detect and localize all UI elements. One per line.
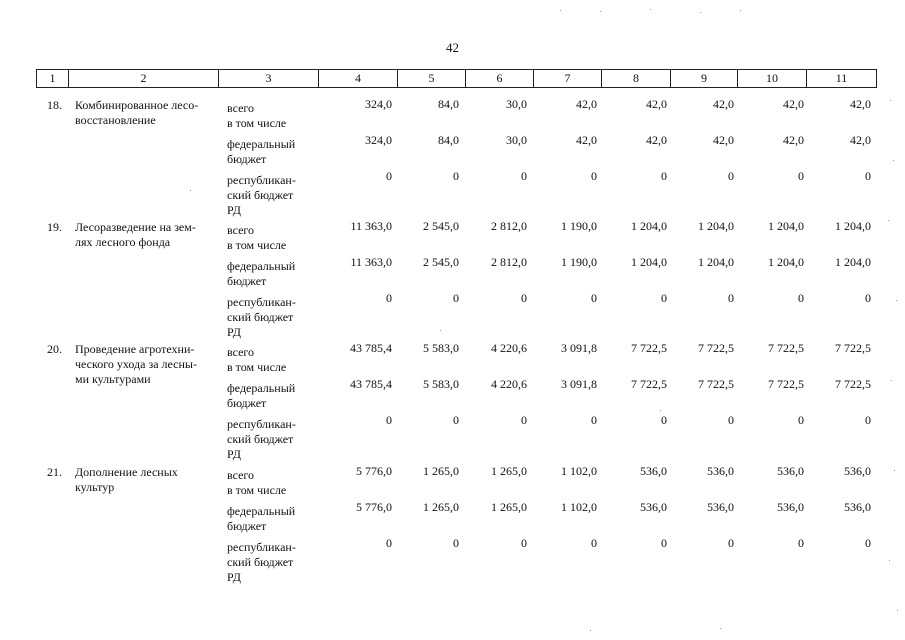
value-cell: 2 812,0 <box>491 219 527 233</box>
funding-source-label: в том числе <box>227 483 287 497</box>
value-cell: 0 <box>453 291 459 305</box>
funding-source-label: бюджет <box>227 152 267 166</box>
funding-source-label: республикан- <box>227 417 296 431</box>
row-name-line: восстановление <box>75 113 156 127</box>
value-cell: 0 <box>661 169 667 183</box>
value-cell: 0 <box>453 413 459 427</box>
value-cell: 0 <box>521 413 527 427</box>
value-cell: 0 <box>591 536 597 550</box>
header-cell: 11 <box>807 70 877 87</box>
scan-speck <box>890 100 891 101</box>
value-cell: 7 722,5 <box>631 341 667 355</box>
funding-source-label: республикан- <box>227 540 296 554</box>
value-cell: 0 <box>591 413 597 427</box>
value-cell: 42,0 <box>576 133 597 147</box>
value-cell: 2 812,0 <box>491 255 527 269</box>
value-cell: 0 <box>865 536 871 550</box>
value-cell: 5 583,0 <box>423 377 459 391</box>
value-cell: 0 <box>591 291 597 305</box>
value-cell: 7 722,5 <box>768 377 804 391</box>
header-cell: 2 <box>69 70 219 87</box>
value-cell: 0 <box>521 536 527 550</box>
value-cell: 7 722,5 <box>698 341 734 355</box>
value-cell: 42,0 <box>850 133 871 147</box>
header-cell: 6 <box>466 70 534 87</box>
value-cell: 1 204,0 <box>631 255 667 269</box>
funding-source-label: ский бюджет <box>227 310 294 324</box>
value-cell: 30,0 <box>506 133 527 147</box>
value-cell: 5 776,0 <box>356 464 392 478</box>
table-header <box>36 69 877 88</box>
header-cell: 9 <box>671 70 738 87</box>
funding-source-label: республикан- <box>227 295 296 309</box>
scan-speck <box>590 630 591 631</box>
value-cell: 5 583,0 <box>423 341 459 355</box>
value-cell: 4 220,6 <box>491 341 527 355</box>
value-cell: 536,0 <box>640 500 667 514</box>
funding-source-label: РД <box>227 203 241 217</box>
row-name-line: Лесоразведение на зем- <box>75 220 196 234</box>
value-cell: 42,0 <box>646 97 667 111</box>
value-cell: 7 722,5 <box>631 377 667 391</box>
value-cell: 0 <box>661 536 667 550</box>
value-cell: 0 <box>798 291 804 305</box>
row-number: 20. <box>47 342 62 356</box>
value-cell: 1 190,0 <box>561 255 597 269</box>
value-cell: 7 722,5 <box>835 341 871 355</box>
funding-source-label: РД <box>227 570 241 584</box>
value-cell: 1 204,0 <box>631 219 667 233</box>
value-cell: 42,0 <box>646 133 667 147</box>
header-cell: 5 <box>398 70 466 87</box>
value-cell: 536,0 <box>844 500 871 514</box>
value-cell: 0 <box>661 291 667 305</box>
value-cell: 1 204,0 <box>698 255 734 269</box>
value-cell: 42,0 <box>576 97 597 111</box>
scan-speck <box>896 300 897 301</box>
value-cell: 0 <box>798 536 804 550</box>
value-cell: 84,0 <box>438 133 459 147</box>
page-number: 42 <box>446 40 459 55</box>
value-cell: 324,0 <box>365 97 392 111</box>
row-name-line: Дополнение лесных <box>75 465 178 479</box>
value-cell: 536,0 <box>844 464 871 478</box>
value-cell: 0 <box>728 169 734 183</box>
funding-source-label: РД <box>227 325 241 339</box>
row-number: 21. <box>47 465 62 479</box>
value-cell: 42,0 <box>783 97 804 111</box>
funding-source-label: всего <box>227 468 255 482</box>
value-cell: 42,0 <box>713 97 734 111</box>
funding-source-label: всего <box>227 345 255 359</box>
value-cell: 42,0 <box>850 97 871 111</box>
value-cell: 0 <box>453 536 459 550</box>
value-cell: 536,0 <box>640 464 667 478</box>
value-cell: 1 265,0 <box>491 464 527 478</box>
value-cell: 324,0 <box>365 133 392 147</box>
value-cell: 1 204,0 <box>768 219 804 233</box>
header-cell: 3 <box>219 70 319 87</box>
value-cell: 42,0 <box>783 133 804 147</box>
scan-speck <box>740 10 741 11</box>
funding-source-label: в том числе <box>227 238 287 252</box>
value-cell: 1 204,0 <box>835 255 871 269</box>
value-cell: 1 102,0 <box>561 464 597 478</box>
value-cell: 3 091,8 <box>561 377 597 391</box>
funding-source-label: бюджет <box>227 274 267 288</box>
value-cell: 0 <box>728 291 734 305</box>
header-cell: 1 <box>37 70 69 87</box>
funding-source-label: федеральный <box>227 504 296 518</box>
value-cell: 1 265,0 <box>491 500 527 514</box>
value-cell: 7 722,5 <box>835 377 871 391</box>
funding-source-label: всего <box>227 101 255 115</box>
value-cell: 3 091,8 <box>561 341 597 355</box>
value-cell: 11 363,0 <box>350 219 392 233</box>
value-cell: 0 <box>386 169 392 183</box>
scan-speck <box>889 560 890 561</box>
value-cell: 0 <box>386 413 392 427</box>
value-cell: 0 <box>386 536 392 550</box>
value-cell: 1 190,0 <box>561 219 597 233</box>
funding-source-label: ский бюджет <box>227 188 294 202</box>
value-cell: 0 <box>865 291 871 305</box>
scan-speck <box>700 12 701 13</box>
scan-speck <box>660 410 661 411</box>
value-cell: 5 776,0 <box>356 500 392 514</box>
row-name-line: Комбинированное лесо- <box>75 98 199 112</box>
value-cell: 0 <box>798 413 804 427</box>
row-name-line: лях лесного фонда <box>75 235 171 249</box>
value-cell: 0 <box>865 169 871 183</box>
value-cell: 0 <box>521 291 527 305</box>
header-cell: 8 <box>602 70 671 87</box>
value-cell: 42,0 <box>713 133 734 147</box>
header-cell: 4 <box>319 70 398 87</box>
scan-speck <box>650 9 651 10</box>
value-cell: 4 220,6 <box>491 377 527 391</box>
funding-source-label: федеральный <box>227 381 296 395</box>
scan-speck <box>560 10 561 11</box>
scan-speck <box>897 610 898 611</box>
value-cell: 536,0 <box>777 464 804 478</box>
value-cell: 84,0 <box>438 97 459 111</box>
header-cell: 10 <box>738 70 807 87</box>
scan-speck <box>720 628 721 629</box>
row-name-line: Проведение агротехни- <box>75 342 195 356</box>
scan-speck <box>893 160 894 161</box>
scan-speck <box>440 330 441 331</box>
scan-speck <box>894 470 895 471</box>
row-name-line: культур <box>75 480 115 494</box>
funding-source-label: федеральный <box>227 137 296 151</box>
value-cell: 1 204,0 <box>835 219 871 233</box>
scan-speck <box>600 11 601 12</box>
funding-source-label: бюджет <box>227 519 267 533</box>
row-number: 18. <box>47 98 62 112</box>
value-cell: 1 204,0 <box>768 255 804 269</box>
value-cell: 43 785,4 <box>350 377 392 391</box>
header-cell: 7 <box>534 70 602 87</box>
value-cell: 0 <box>521 169 527 183</box>
value-cell: 7 722,5 <box>698 377 734 391</box>
scan-speck <box>190 190 191 191</box>
value-cell: 2 545,0 <box>423 219 459 233</box>
value-cell: 0 <box>453 169 459 183</box>
value-cell: 0 <box>591 169 597 183</box>
value-cell: 30,0 <box>506 97 527 111</box>
value-cell: 0 <box>865 413 871 427</box>
scan-speck <box>888 220 889 221</box>
value-cell: 0 <box>661 413 667 427</box>
value-cell: 0 <box>798 169 804 183</box>
row-name-line: ческого ухода за лесны- <box>75 357 197 371</box>
funding-source-label: ский бюджет <box>227 555 294 569</box>
funding-source-label: ский бюджет <box>227 432 294 446</box>
row-number: 19. <box>47 220 62 234</box>
value-cell: 1 102,0 <box>561 500 597 514</box>
value-cell: 0 <box>728 413 734 427</box>
value-cell: 1 265,0 <box>423 500 459 514</box>
funding-source-label: бюджет <box>227 396 267 410</box>
funding-source-label: всего <box>227 223 255 237</box>
funding-source-label: в том числе <box>227 360 287 374</box>
value-cell: 11 363,0 <box>350 255 392 269</box>
funding-source-label: федеральный <box>227 259 296 273</box>
scan-speck <box>891 380 892 381</box>
funding-source-label: в том числе <box>227 116 287 130</box>
value-cell: 0 <box>728 536 734 550</box>
value-cell: 1 204,0 <box>698 219 734 233</box>
value-cell: 43 785,4 <box>350 341 392 355</box>
value-cell: 536,0 <box>707 500 734 514</box>
value-cell: 1 265,0 <box>423 464 459 478</box>
value-cell: 0 <box>386 291 392 305</box>
funding-source-label: республикан- <box>227 173 296 187</box>
row-name-line: ми культурами <box>75 372 151 386</box>
funding-source-label: РД <box>227 447 241 461</box>
value-cell: 536,0 <box>777 500 804 514</box>
value-cell: 7 722,5 <box>768 341 804 355</box>
value-cell: 536,0 <box>707 464 734 478</box>
value-cell: 2 545,0 <box>423 255 459 269</box>
